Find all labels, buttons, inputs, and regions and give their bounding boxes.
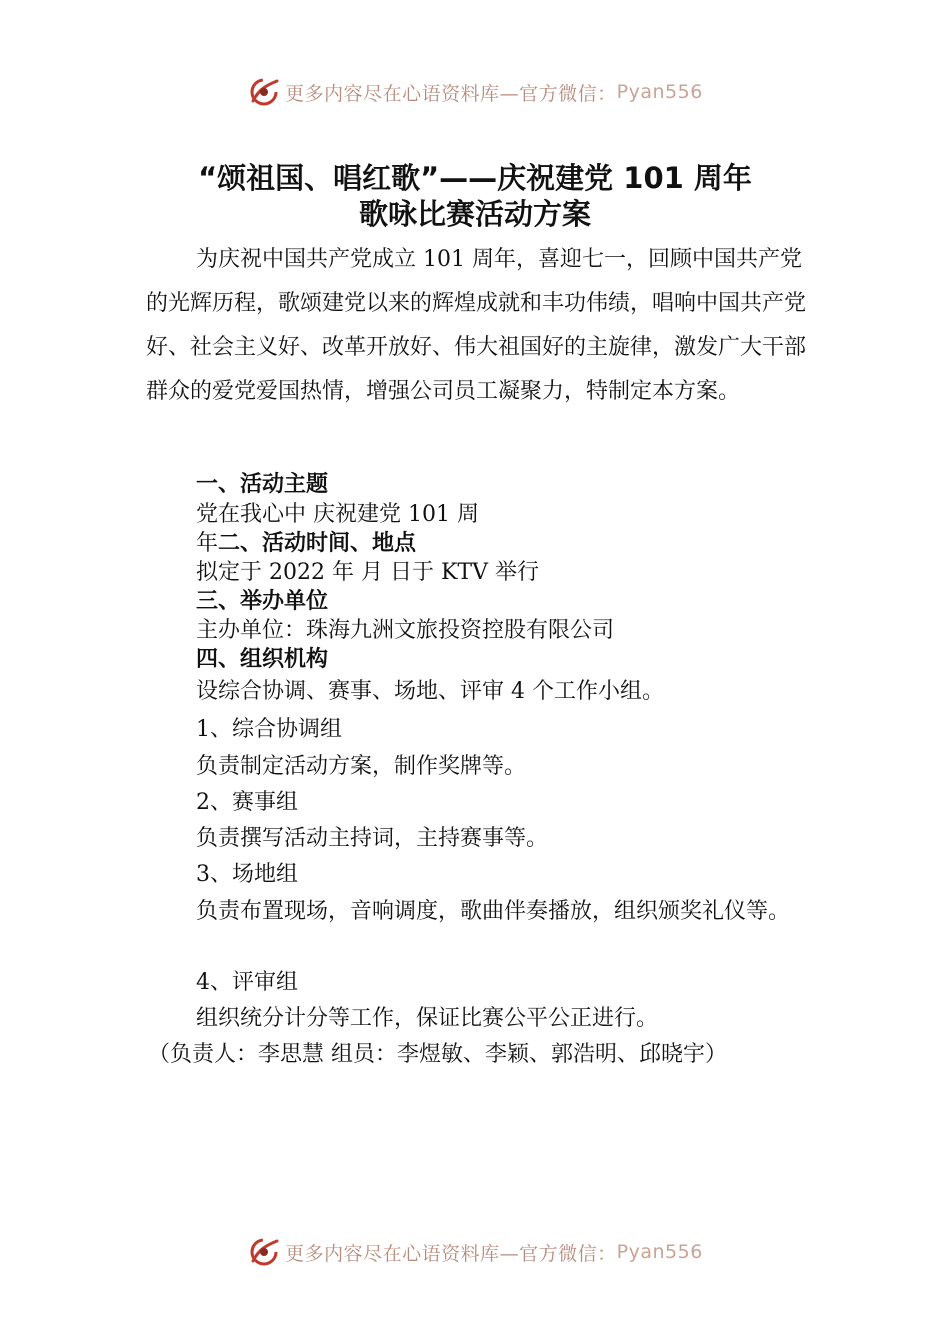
section-4-heading: 四、组织机构 — [196, 647, 329, 672]
group-2-body: 负责撰写活动主持词，主持赛事等。 — [196, 826, 549, 851]
banner-account: Pyan556 — [616, 1241, 703, 1263]
title-line-1: “颂祖国、唱红歌”——庆祝建党 101 周年 — [198, 161, 752, 195]
intro-paragraph: 为庆祝中国共产党成立 101 周年，喜迎七一，回顾中国共产党的光辉历程，歌颂建党以来的辉煌成就和丰功伟绩，唱响中国共产党好、社会主义好、改革开放好、伟大祖国好的主旋律，激发广大干部群众的爱党爱国热情，增强公司员工凝聚力，特制定本方案。 — [146, 247, 807, 404]
group-2-title: 2、赛事组 — [196, 790, 298, 815]
section-1-body: 党在我心中 庆祝建党 101 周 — [196, 502, 479, 527]
document-title — [140, 160, 810, 232]
section-2-body: 拟定于 2022 年 月 日于 KTV 举行 — [196, 560, 539, 585]
banner-text: 更多内容尽在心语资料库—官方微信： — [285, 1242, 617, 1265]
section-4-body: 设综合协调、赛事、场地、评审 4 个工作小组。 — [196, 679, 664, 704]
section-3-heading: 三、举办单位 — [196, 589, 329, 614]
group-1-body: 负责制定活动方案，制作奖牌等。 — [196, 754, 527, 779]
section-2-heading-line — [196, 529, 416, 559]
brush-swirl-logo-icon — [247, 1235, 281, 1269]
group-3-body: 负责布置现场，音响调度，歌曲伴奏播放，组织颁奖礼仪等。 — [196, 899, 791, 924]
section-2-heading: 二、活动时间、地点 — [218, 531, 417, 556]
group-4-title: 4、评审组 — [196, 970, 298, 995]
group-3-title: 3、场地组 — [196, 862, 298, 887]
brush-swirl-logo-icon — [247, 75, 281, 109]
group-members: （负责人：李思慧 组员：李煜敏、李颖、郭浩明、邱晓宇） — [148, 1042, 727, 1067]
footer-banner — [0, 1232, 950, 1272]
section-1-heading: 一、活动主题 — [196, 472, 329, 497]
section-1-tail: 年 — [196, 531, 219, 556]
title-line-2: 歌咏比赛活动方案 — [358, 197, 591, 231]
group-1-title: 1、综合协调组 — [196, 717, 342, 742]
banner-account: Pyan556 — [616, 81, 703, 103]
banner-text: 更多内容尽在心语资料库—官方微信： — [285, 82, 617, 105]
section-3-body: 主办单位：珠海九洲文旅投资控股有限公司 — [196, 618, 615, 643]
header-banner — [0, 72, 950, 112]
group-4-body: 组织统分计分等工作，保证比赛公平公正进行。 — [196, 1006, 659, 1031]
